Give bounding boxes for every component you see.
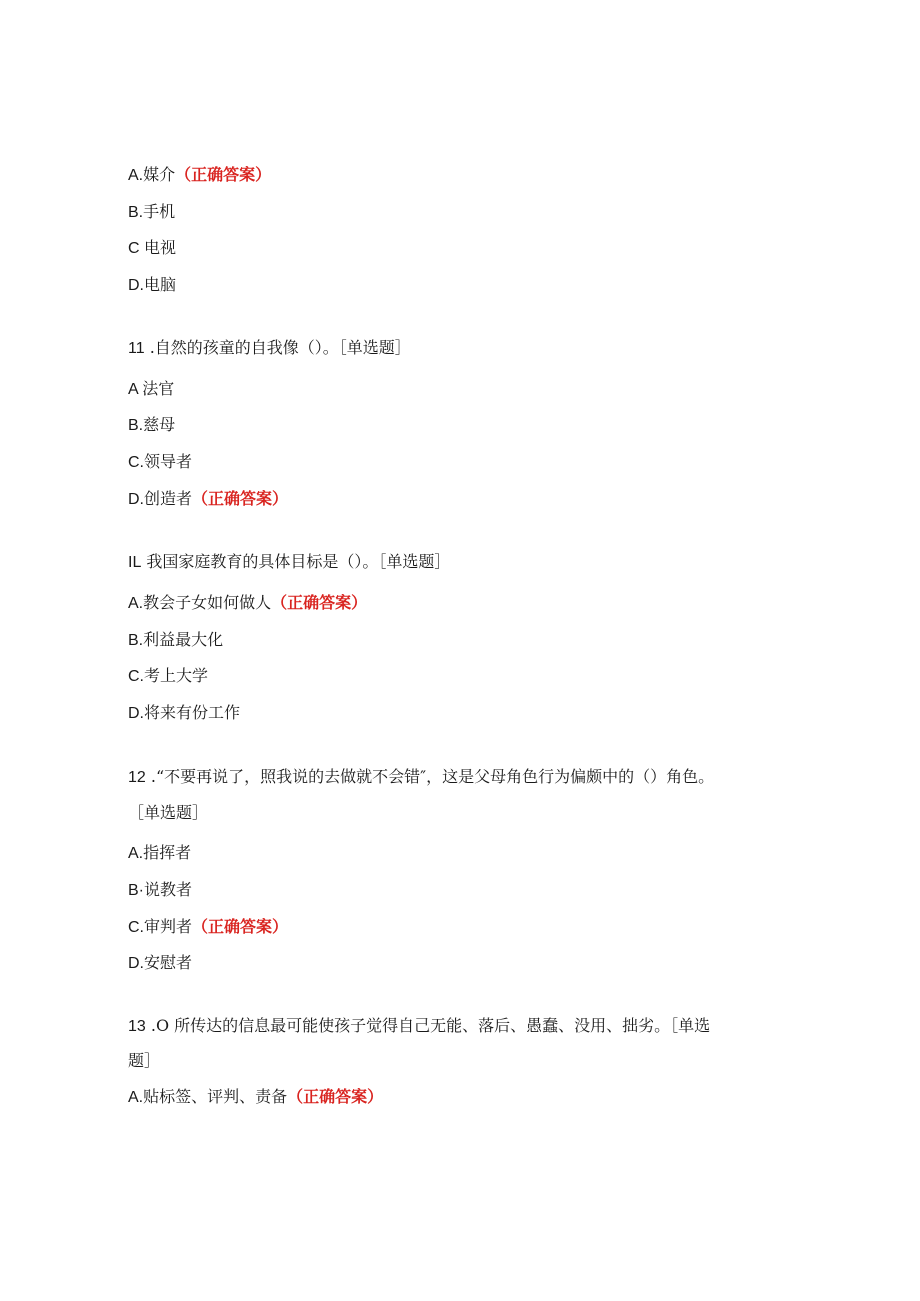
option-text: 教会子女如何做人	[143, 593, 272, 612]
question-il-option-a	[128, 593, 367, 614]
option-text: 电视	[144, 238, 177, 257]
correct-answer-tag: （正确答案）	[271, 593, 368, 612]
option-d-prev	[128, 275, 176, 296]
option-a-prev	[128, 165, 271, 186]
question-text: .“不要再说了，照我说的去做就不会错″，这是父母角色行为偏颇中的（）角色。	[145, 767, 715, 786]
option-letter: D.	[128, 705, 144, 722]
correct-answer-tag: （正确答案）	[192, 917, 289, 936]
option-letter: D.	[128, 277, 144, 294]
option-text: 手机	[143, 202, 176, 221]
option-letter: A.	[128, 1089, 144, 1106]
question-11-option-d	[128, 489, 288, 510]
option-letter: B.	[128, 632, 144, 649]
option-letter: C.	[128, 919, 144, 936]
option-letter: B·	[128, 882, 144, 899]
question-number: 11	[128, 340, 145, 357]
option-text: 将来有份工作	[144, 703, 241, 722]
question-13-option-a	[128, 1087, 383, 1108]
question-number: 12	[128, 769, 146, 786]
option-text: 慈母	[143, 415, 176, 434]
question-text: 我国家庭教育的具体目标是（）。［单选题］	[141, 552, 451, 571]
option-text: 创造者	[144, 489, 193, 508]
question-number: IL	[128, 554, 142, 571]
question-13-stem-line2	[128, 1051, 160, 1071]
question-number: 13	[128, 1018, 146, 1035]
question-13-stem-line1	[128, 1016, 710, 1037]
question-11-option-c	[128, 452, 192, 473]
option-letter: D.	[128, 491, 144, 508]
option-letter: A.	[128, 595, 144, 612]
option-text: 审判者	[144, 917, 193, 936]
option-letter: C.	[128, 668, 144, 685]
option-text: 说教者	[144, 880, 193, 899]
question-il-option-b	[128, 630, 223, 651]
option-letter: B.	[128, 204, 144, 221]
question-il-option-c	[128, 666, 208, 687]
option-text: 电脑	[144, 275, 177, 294]
option-text: 媒介	[143, 165, 176, 184]
question-12-stem-line1	[128, 767, 714, 788]
question-11-stem	[128, 338, 411, 359]
correct-answer-tag: （正确答案）	[192, 489, 289, 508]
correct-answer-tag: （正确答案）	[175, 165, 272, 184]
option-letter: D.	[128, 955, 144, 972]
question-il-stem	[128, 552, 450, 573]
option-text: 领导者	[144, 452, 193, 471]
option-text: 考上大学	[144, 666, 209, 685]
question-12-stem-line2	[128, 803, 208, 823]
question-type: ［单选题］	[128, 803, 209, 822]
question-12-option-d	[128, 953, 192, 974]
question-12-option-c	[128, 917, 288, 938]
option-letter: A.	[128, 845, 144, 862]
option-letter: A	[128, 381, 143, 398]
option-text: 利益最大化	[143, 630, 224, 649]
option-b-prev	[128, 202, 175, 223]
question-text: .O 所传达的信息最可能使孩子觉得自己无能、落后、愚蠢、没用、拙劣。［单选	[145, 1016, 711, 1035]
question-11-option-b	[128, 415, 175, 436]
question-12-option-b	[128, 880, 192, 901]
option-text: 法官	[142, 379, 175, 398]
option-letter: C.	[128, 454, 144, 471]
correct-answer-tag: （正确答案）	[287, 1087, 384, 1106]
option-letter: B.	[128, 417, 144, 434]
option-letter: A.	[128, 167, 144, 184]
question-12-option-a	[128, 843, 191, 864]
option-text: 贴标签、评判、责备	[143, 1087, 288, 1106]
question-11-option-a	[128, 379, 174, 400]
question-type: 题］	[128, 1051, 161, 1070]
option-letter: C	[128, 240, 144, 257]
question-il-option-d	[128, 703, 240, 724]
option-text: 指挥者	[143, 843, 192, 862]
option-c-prev	[128, 238, 176, 259]
question-text: .自然的孩童的自我像（）。［单选题］	[144, 338, 411, 357]
option-text: 安慰者	[144, 953, 193, 972]
